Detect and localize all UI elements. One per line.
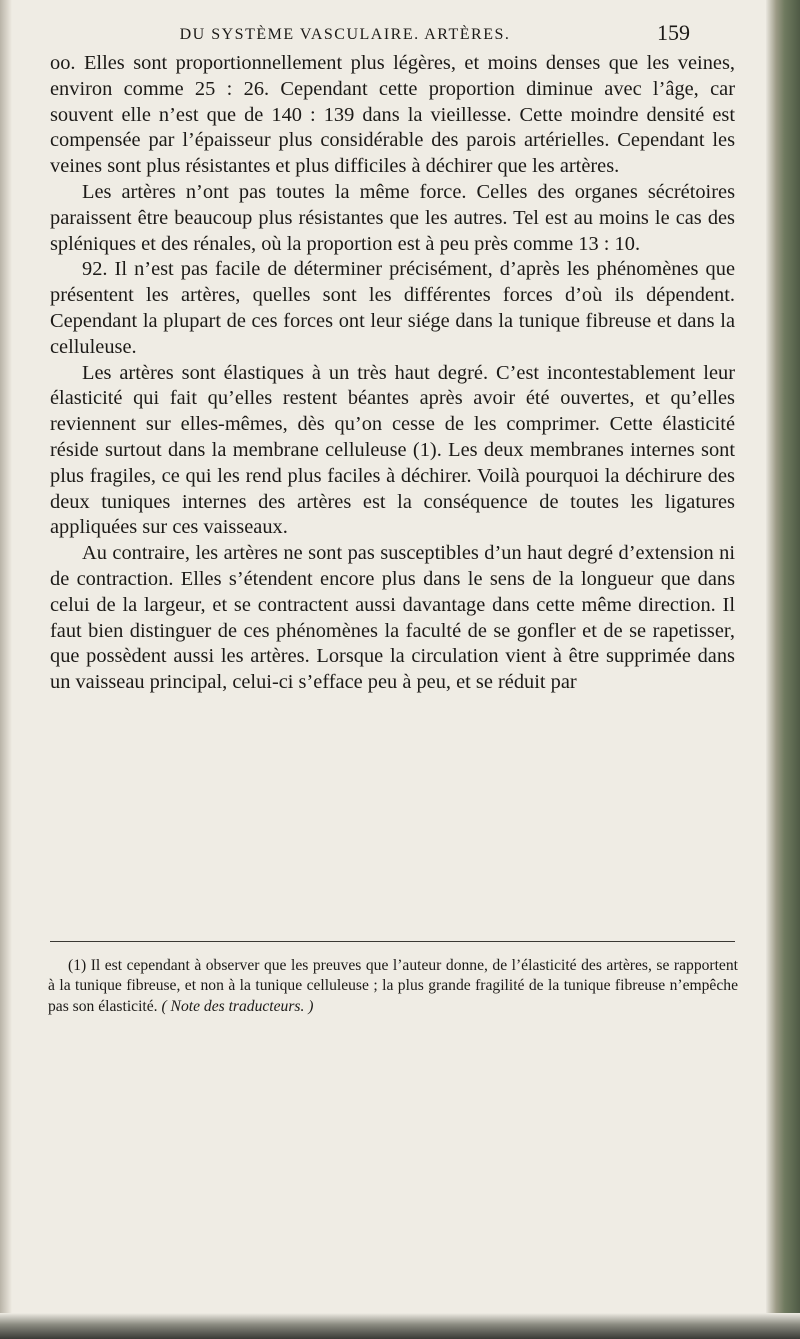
paragraph-extension: Au contraire, les artères ne sont pas susceptibles d’un haut degré d’extension ni de contraction. Elles s’étendent encore plus dans le sens de la longueur que dans celui de la largeur, et se contractent aussi davantage dans cette même direction. Il faut bien distinguer de ces phénomènes la faculté de se gonfler et de se rapetisser, que possèdent aussi les artères. Lorsque la circulation vient à être supprimée dans un vaisseau principal, celui-ci s’efface peu à peu, et se réduit par <box>50 542 735 694</box>
paragraph-elasticity: Les artères sont élastiques à un très haut degré. C’est incontestablement leur élasticité qui fait qu’elles restent béantes après avoir été ouvertes, et qu’elles reviennent sur elles-mêmes, dès qu’on cesse de les comprimer. Cette élasticité réside surtout dans la membrane celluleuse (1). Les deux membranes internes sont plus fragiles, ce qui les rend plus faciles à déchirer. Voilà pourquoi la déchirure des deux tuniques internes des artères est la conséquence de toutes les ligatures appliquées sur ces vaisseaux. <box>50 361 735 539</box>
footnote-text: (1) Il est cependant à observer que les preuves que l’auteur donne, de l’élasticité des artères, se rapportent à la tunique fibreuse, et non à la tunique celluleuse ; la plus grande fragilité de la tunique fibreuse n’empêche pas son élasticité. <box>48 957 738 1015</box>
adjacent-page-edge <box>766 0 800 1339</box>
running-head: DU SYSTÈME VASCULAIRE. ARTÈRES. <box>179 26 511 43</box>
paragraph-strength: Les artères n’ont pas toutes la même force. Celles des organes sécrétoires paraissent être beaucoup plus résistantes que les autres. Tel est au moins le cas des spléniques et des rénales, où la proportion est à peu près comme 13 : 10. <box>50 180 735 255</box>
footnote-divider <box>50 941 735 942</box>
paragraph-density: oo. Elles sont proportionnellement plus légères, et moins denses que les veines, environ comme 25 : 26. Cependant cette proportion diminue avec l’âge, car souvent elle n’est que de 140 : 139 dans la vieillesse. Cette moindre densité est compensée par l’épaisseur plus considérable des parois artérielles. Cependant les veines sont plus résistantes et plus difficiles à déchirer que les artères. <box>50 52 735 178</box>
page-number: 159 <box>657 20 690 45</box>
body-text <box>50 51 735 696</box>
paragraph-92: 92. Il n’est pas facile de déterminer précisément, d’après les phénomènes que présentent les artères, quelles sont les différentes forces d’où ils dépendent. Cependant la plupart de ces forces ont leur siége dans la tunique fibreuse et dans la celluleuse. <box>50 258 735 358</box>
page-left-edge-shadow <box>0 0 12 1339</box>
footnote-credit: ( Note des traducteurs. ) <box>161 997 314 1015</box>
footnote <box>48 956 738 1017</box>
page-header <box>110 20 690 50</box>
page-bottom-edge-shadow <box>0 1313 800 1339</box>
